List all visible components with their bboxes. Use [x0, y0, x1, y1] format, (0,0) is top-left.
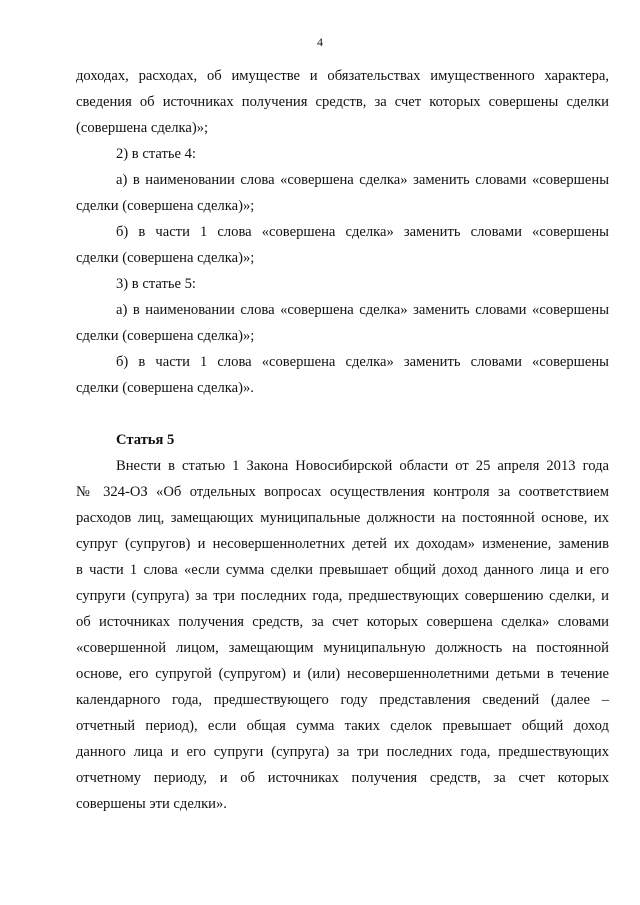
text-line: а) в наименовании слова «совершена сделка» заменить словами «совершены [116, 172, 609, 188]
text-line: № 324-ОЗ «Об отдельных вопросах осуществления контроля за соответствием [76, 484, 609, 500]
text-line: б) в части 1 слова «совершена сделка» заменить словами «совершены [116, 354, 609, 370]
text-line: основе, его супругой (супругом) и (или) несовершеннолетними детьми в течение [76, 666, 609, 682]
text-line: календарного года, предшествующего году представления сведений (далее – [76, 692, 609, 708]
text-line: а) в наименовании слова «совершена сделка» заменить словами «совершены [116, 302, 609, 318]
text-line: сделки (совершена сделка)»; [76, 328, 255, 344]
text-line: супруги (супруга) за три последних года, предшествующих совершению сделки, и [76, 588, 609, 604]
text-line: Внести в статью 1 Закона Новосибирской области от 25 апреля 2013 года [116, 458, 609, 474]
text-line: в части 1 слова «если сумма сделки превышает общий доход данного лица и его [76, 562, 609, 578]
article-heading: Статья 5 [116, 432, 175, 448]
text-line: совершены эти сделки». [76, 796, 227, 812]
text-line: отчетному периоду, и об источниках получения средств, за счет которых [76, 770, 609, 786]
text-line: сведения об источниках получения средств, за счет которых совершены сделки [76, 94, 609, 110]
text-line: расходов лиц, замещающих муниципальные должности на постоянной основе, их [76, 510, 609, 526]
text-line: (совершена сделка)»; [76, 120, 209, 136]
text-line: доходах, расходах, об имуществе и обязательствах имущественного характера, [76, 68, 609, 84]
text-line: отчетный период), если общая сумма таких сделок превышает общий доход [76, 718, 609, 734]
text-line: данного лица и его супруги (супруга) за три последних года, предшествующих [76, 744, 609, 760]
text-line: об источниках получения средств, за счет которых совершена сделка» словами [76, 614, 609, 630]
text-line: б) в части 1 слова «совершена сделка» заменить словами «совершены [116, 224, 609, 240]
text-line: супруг (супругов) и несовершеннолетних детей их доходам» изменение, заменив [76, 536, 609, 552]
text-line: 3) в статье 5: [116, 276, 196, 292]
text-line: 2) в статье 4: [116, 146, 196, 162]
text-line: «совершенной лицом, замещающим муниципальную должность на постоянной [76, 640, 609, 656]
text-line: сделки (совершена сделка)». [76, 380, 254, 396]
page-number: 4 [317, 35, 323, 49]
text-line: сделки (совершена сделка)»; [76, 198, 255, 214]
text-line: сделки (совершена сделка)»; [76, 250, 255, 266]
